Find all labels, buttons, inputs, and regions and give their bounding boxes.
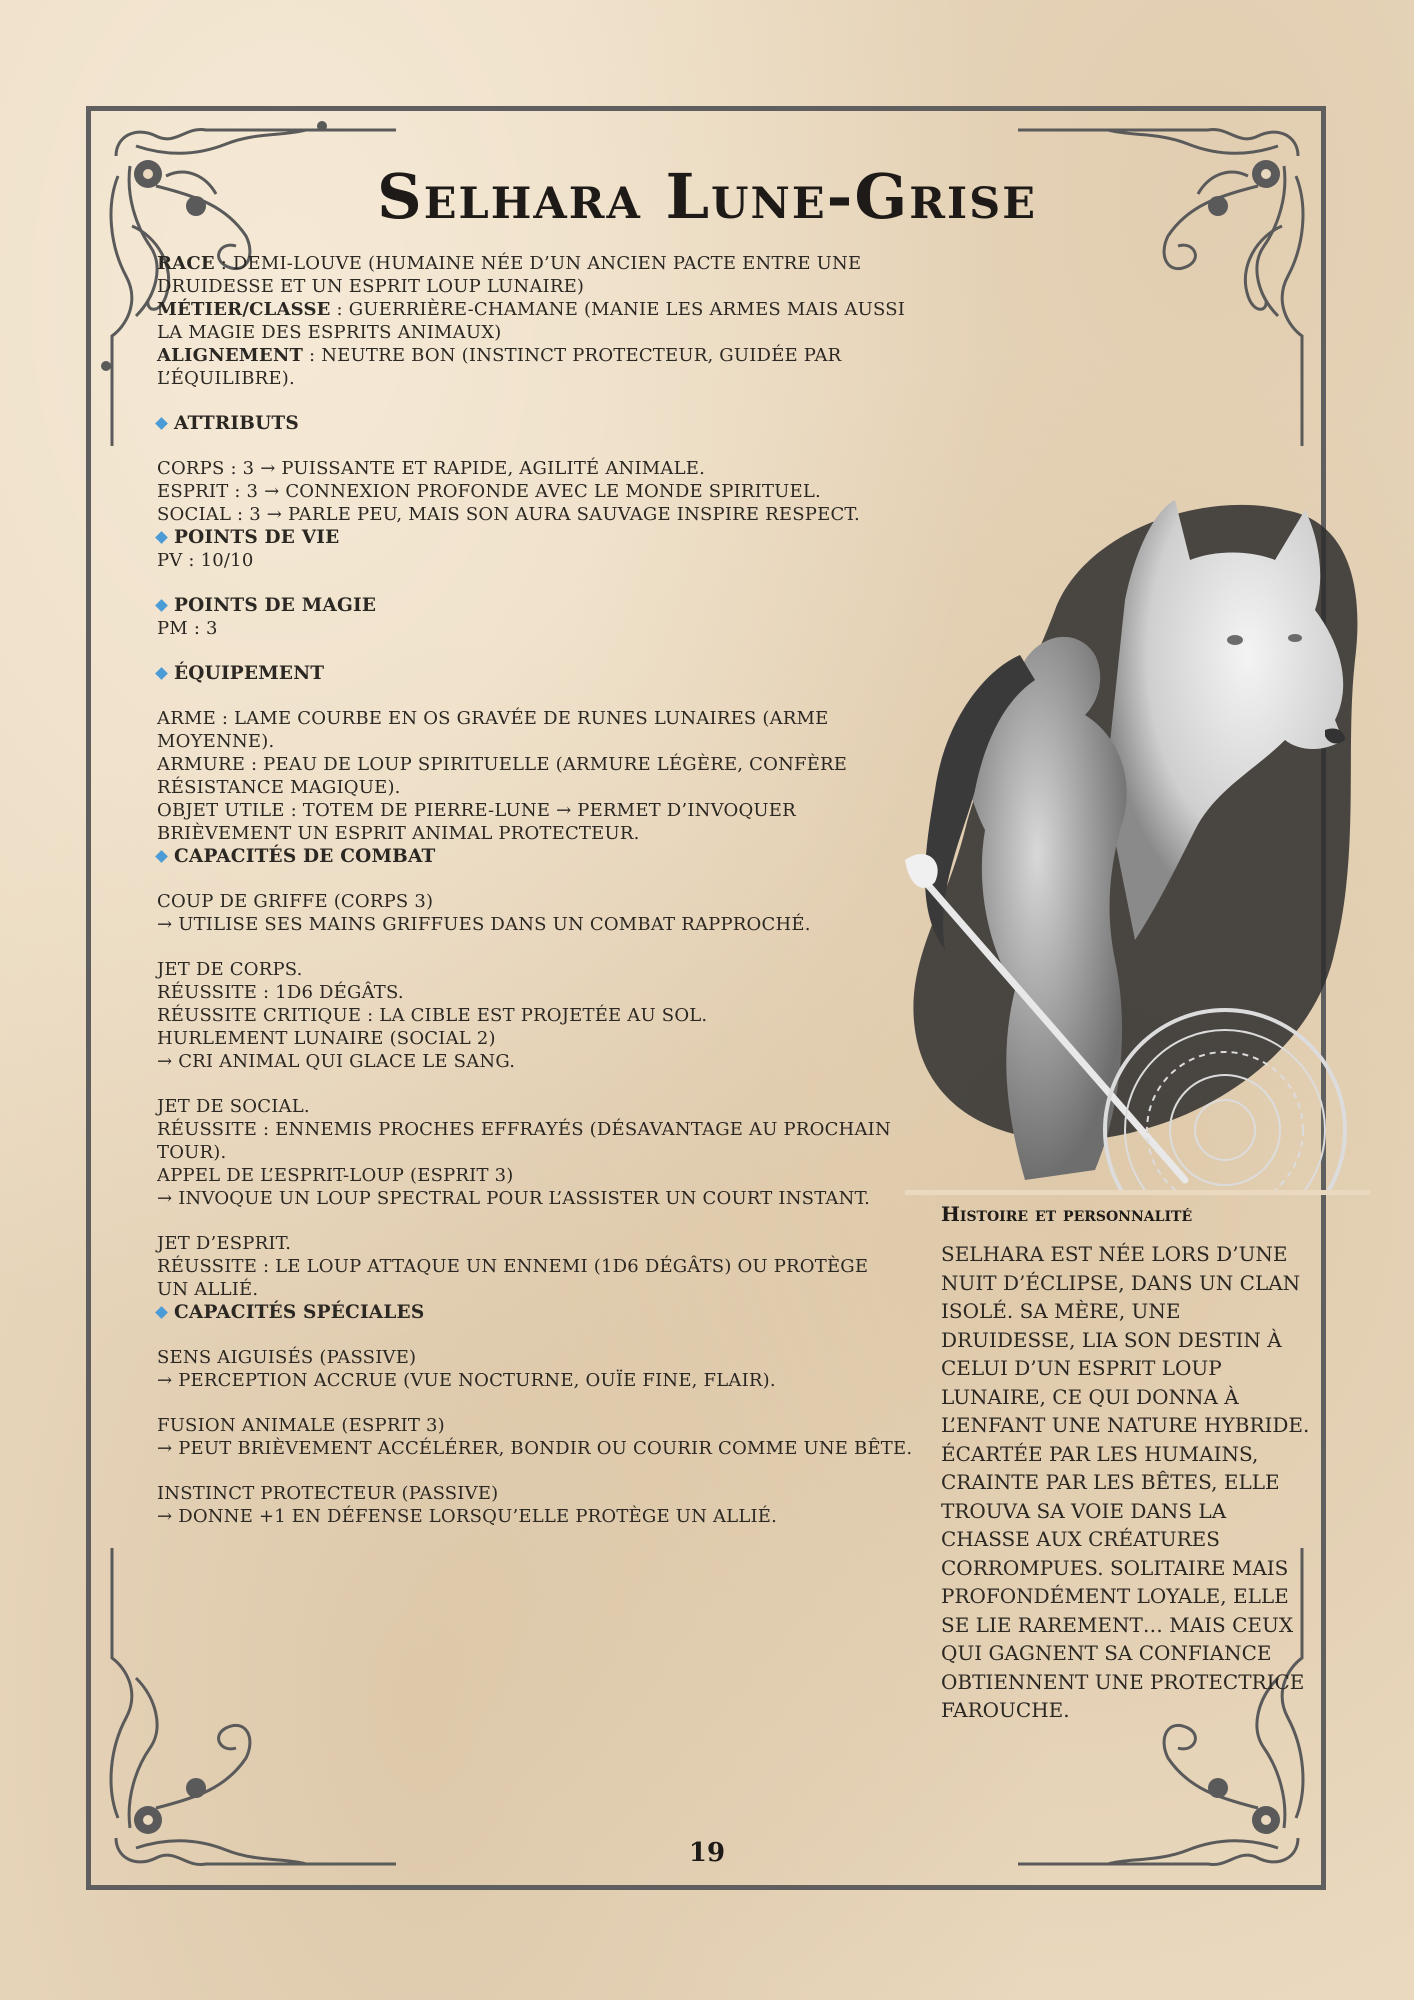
ability-roll: JET DE SOCIAL. [157,1096,310,1117]
page-title: Selhara Lune-Grise [377,160,1037,233]
special-desc: → PERCEPTION ACCRUE (VUE NOCTURNE, OUÏE FINE, FLAIR). [157,1370,776,1391]
attribute-esprit: ESPRIT : 3 → CONNEXION PROFONDE AVEC LE MONDE SPIRITUEL. [157,481,821,502]
special-name: SENS AIGUISÉS (PASSIVE) [157,1347,417,1368]
special-heading: CAPACITÉS SPÉCIALES [157,1301,927,1324]
special-name: FUSION ANIMALE (ESPRIT 3) [157,1415,445,1436]
combat-heading: CAPACITÉS DE COMBAT [157,845,927,868]
character-sheet [157,252,927,1550]
equipment-item: OBJET UTILE : TOTEM DE PIERRE-LUNE → PERMET D’INVOQUER BRIÈVEMENT UN ESPRIT ANIMAL PROTECTEUR. [157,800,796,844]
special-item [157,1482,927,1528]
equipment-weapon: ARME : LAME COURBE EN OS GRAVÉE DE RUNES LUNAIRES (ARME MOYENNE). [157,708,829,752]
special-desc: → DONNE +1 EN DÉFENSE LORSQU’ELLE PROTÈGE UN ALLIÉ. [157,1506,778,1527]
attribute-corps: CORPS : 3 → PUISSANTE ET RAPIDE, AGILITÉ ANIMALE. [157,458,706,479]
class-line [157,298,927,344]
attributes-heading: ATTRIBUTS [157,412,927,435]
page-number: 19 [688,1838,726,1868]
character-illustration [905,490,1370,1195]
ability-roll: JET DE CORPS. [157,959,303,980]
ability-desc: → INVOQUE UN LOUP SPECTRAL POUR L’ASSISTER UN COURT INSTANT. [157,1188,871,1209]
ability-desc: → CRI ANIMAL QUI GLACE LE SANG. [157,1051,516,1072]
equipment-armor: ARMURE : PEAU DE LOUP SPIRITUELLE (ARMURE LÉGÈRE, CONFÈRE RÉSISTANCE MAGIQUE). [157,754,848,798]
alignment-line [157,344,927,390]
equipment-heading: ÉQUIPEMENT [157,662,927,685]
ability-roll: JET D’ESPRIT. [157,1233,292,1254]
story-heading: Histoire et personnalité [941,1202,1193,1226]
race-label: RACE [157,253,215,274]
special-name: INSTINCT PROTECTEUR (PASSIVE) [157,1483,499,1504]
diamond-bullet-icon [155,531,168,544]
hp-value: PV : 10/10 [157,550,254,571]
mp-block [157,594,927,640]
ability-desc: → UTILISE SES MAINS GRIFFUES DANS UN COMBAT RAPPROCHÉ. [157,914,811,935]
diamond-bullet-icon [155,850,168,863]
diamond-bullet-icon [155,599,168,612]
flourish-corner-icon [96,1548,396,1878]
mp-heading: POINTS DE MAGIE [157,594,927,617]
alignment-label: ALIGNEMENT [157,345,304,366]
ability-appel [157,1164,927,1210]
special-desc: → PEUT BRIÈVEMENT ACCÉLÉRER, BONDIR OU COURIR COMME UNE BÊTE. [157,1438,913,1459]
ability-success: RÉUSSITE : ENNEMIS PROCHES EFFRAYÉS (DÉSAVANTAGE AU PROCHAIN TOUR). [157,1119,891,1163]
diamond-bullet-icon [155,417,168,430]
race-line [157,252,927,298]
story-text: SELHARA EST NÉE LORS D’UNE NUIT D’ÉCLIPSE, DANS UN CLAN ISOLÉ. SA MÈRE, UNE DRUIDESSE, LIA SON DESTIN À CELUI D’UN ESPRIT LOUP LUNAIRE, CE QUI DONNA À L’ENFANT UNE NATURE HYBRIDE. ÉCARTÉE PAR LES HUMAINS, CRAINTE PAR LES BÊTES, ELLE TROUVA SA VOIE DANS LA CHASSE AUX CRÉATURES CORROMPUES. SOLITAIRE MAIS PROFONDÉMENT LOYALE, ELLE SE LIE RAREMENT… MAIS CEUX QUI GAGNENT SA CONFIANCE OBTIENNENT UNE PROTECTRICE FAROUCHE. [941,1242,1310,1722]
identity-block [157,252,927,390]
hp-heading: POINTS DE VIE [157,526,927,549]
diamond-bullet-icon [155,667,168,680]
special-item [157,1414,927,1460]
class-label: MÉTIER/CLASSE [157,299,331,320]
class-text: : GUERRIÈRE-CHAMANE (MANIE LES ARMES MAIS AUSSI LA MAGIE DES ESPRITS ANIMAUX) [157,299,906,343]
ability-success: RÉUSSITE : LE LOUP ATTAQUE UN ENNEMI (1D6 DÉGÂTS) OU PROTÈGE UN ALLIÉ. [157,1256,869,1300]
mp-value: PM : 3 [157,618,218,639]
alignment-text: : NEUTRE BON (INSTINCT PROTECTEUR, GUIDÉE PAR L’ÉQUILIBRE). [157,345,842,389]
ability-name: HURLEMENT LUNAIRE (SOCIAL 2) [157,1028,496,1049]
hp-block [157,526,927,572]
ability-hurlement [157,1027,927,1073]
attribute-social: SOCIAL : 3 → PARLE PEU, MAIS SON AURA SAUVAGE INSPIRE RESPECT. [157,504,860,525]
race-text: : DEMI-LOUVE (HUMAINE NÉE D’UN ANCIEN PACTE ENTRE UNE DRUIDESSE ET UN ESPRIT LOUP LUNAIRE) [157,253,862,297]
ability-name: APPEL DE L’ESPRIT-LOUP (ESPRIT 3) [157,1165,514,1186]
ability-success: RÉUSSITE : 1D6 DÉGÂTS. [157,982,404,1003]
special-item [157,1346,927,1392]
story-section [941,1202,1311,1725]
diamond-bullet-icon [155,1306,168,1319]
ability-name: COUP DE GRIFFE (CORPS 3) [157,891,434,912]
ability-griffe [157,890,927,936]
ability-critical: RÉUSSITE CRITIQUE : LA CIBLE EST PROJETÉE AU SOL. [157,1005,708,1026]
